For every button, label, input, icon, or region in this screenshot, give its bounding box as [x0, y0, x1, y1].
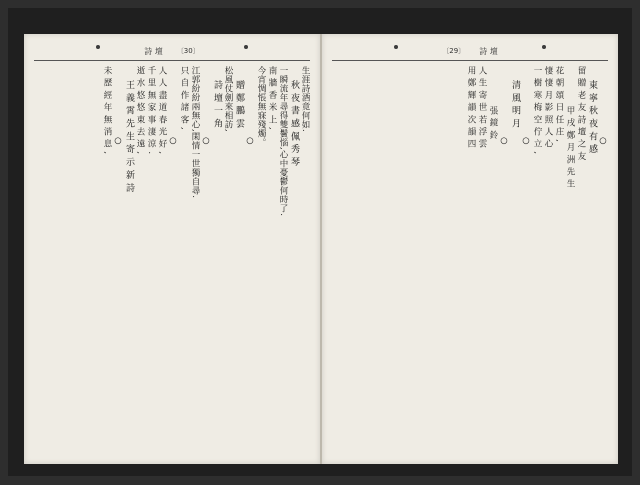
text-line: 松風仗劍來相訪, — [223, 66, 233, 133]
text-line: 一 樹 寒 梅 空 佇 立 , — [532, 66, 542, 155]
poem-title: 東 寧 秋 夜 有 感 — [587, 80, 597, 154]
section-mark: ○ — [499, 136, 509, 147]
header-title: 詩 壇 — [144, 46, 163, 56]
text-line: 悽 悽 月 影 照 人 心 — [543, 66, 553, 149]
page-number: 〔30〕 — [176, 47, 200, 55]
page-header — [336, 44, 604, 58]
book-spread — [8, 8, 632, 476]
header-title: 詩 壇 — [479, 46, 498, 56]
poem-title: 贈 鄭 鵬 雲 — [234, 80, 244, 129]
text-line: 用 鄭 輝 韻 次 韻 四 — [466, 66, 476, 149]
text-line: 人 生 寄 世 若 浮 雲 — [477, 66, 487, 149]
text-line: 未 歷 經 年 無 消 息 , — [102, 66, 112, 155]
poem-title: 詩 壇 一 角 — [212, 80, 222, 129]
text-line: 一瞬流年尋得雙鬢惱,心中憂鬱何時了. — [278, 66, 288, 217]
poem-title: 清 風 明 月 — [510, 80, 520, 129]
header-rule — [332, 60, 608, 61]
text-line: 千 里 無 家 事 淒 涼 . — [146, 66, 156, 155]
text-line: 生涯詩酒竟何如. — [300, 66, 310, 133]
author-line: 甲 戌 鄭 月 洲 先 生 — [565, 106, 575, 189]
poem-title: 王 義 霄 先 生 寄 示 新 詩 — [124, 80, 134, 193]
text-line: 只 自 作 諸 客 , — [179, 66, 189, 131]
section-mark: ○ — [521, 136, 531, 147]
page-header — [38, 44, 306, 58]
header-rule — [34, 60, 310, 61]
vertical-text-block — [34, 66, 310, 452]
text-line: 花 朝 頌 日 任 庄 , — [554, 66, 564, 143]
section-mark: ○ — [245, 136, 255, 147]
right-page — [322, 34, 618, 464]
left-page — [24, 34, 320, 464]
page-number: 〔29〕 — [442, 47, 466, 55]
poem-title: 秋 夜 書 感 佩 秀 琴 — [289, 80, 299, 167]
section-mark: ○ — [113, 136, 123, 147]
text-line: 留 贈 老 友 詩 壇 之 友 — [576, 66, 586, 161]
text-line: 今宵惆悵無寐殘燭。 — [256, 66, 266, 147]
vertical-text-block — [332, 66, 608, 452]
section-mark: ○ — [168, 136, 178, 147]
author-line: 張 鏡 鈴 — [488, 106, 498, 140]
text-line: 人 人 盡 道 春 光 好 , — [157, 66, 167, 155]
text-line: 江郭紛紛兩無心,閑情一世獨自尋. — [190, 66, 200, 199]
text-line: 南 牆 香 米 上 , — [267, 66, 277, 131]
section-mark: ○ — [201, 136, 211, 147]
section-mark: ○ — [598, 136, 608, 147]
text-line: 逝 水 悠 悠 東 去 遠 , — [135, 66, 145, 155]
